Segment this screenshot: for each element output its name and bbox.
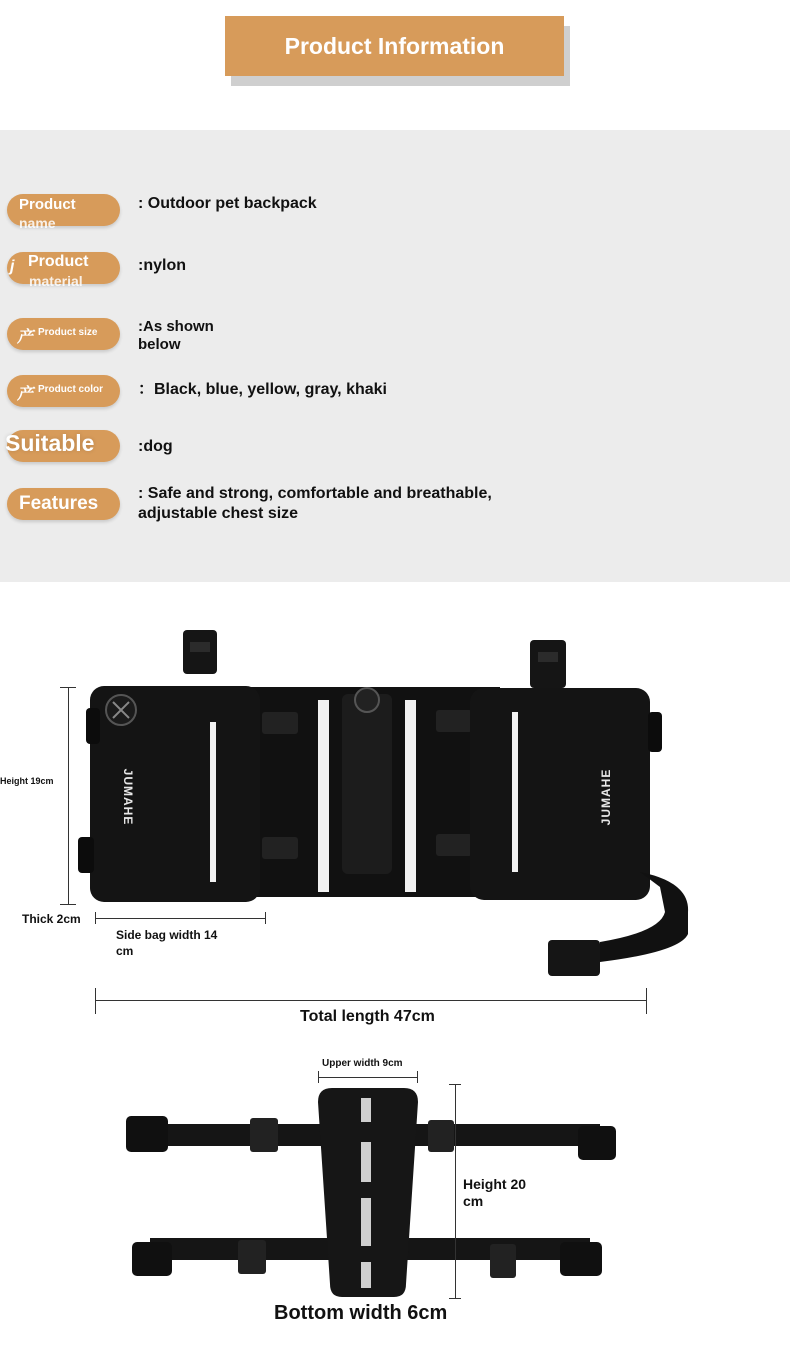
product-icon: 产 [17,329,34,346]
label-suitable [7,430,120,462]
label-line2: material [29,273,83,289]
value-line2: below [138,336,181,353]
brand-text-right: JUMAHE [599,768,613,826]
label-product-color [7,375,120,407]
right-side-pouch [470,688,650,900]
label-product-name [7,194,120,231]
product-info-panel [0,130,790,582]
reflective-strip [318,700,329,892]
value-product-color: ：Black, blue, yellow, gray, khaki [138,381,387,398]
value-features [138,484,492,524]
side-width-label [116,927,217,959]
height-label: Height 19cm [0,776,54,786]
product-images [0,582,790,1363]
label-line1: Features [19,493,99,514]
total-length-dimension-line [95,1000,647,1001]
thick-label: Thick 2cm [22,912,81,926]
d-ring-icon [355,688,379,712]
upper-width-label: Upper width 9cm [322,1058,403,1069]
label-line1: Product [28,253,89,270]
label-line1: Suitable [5,430,95,456]
height-dimension-line [68,687,69,904]
value-product-name: : Outdoor pet backpack [138,195,317,212]
buckle-icon [530,640,566,688]
buckle-icon [578,1126,616,1160]
label-features [7,488,120,520]
label-line1: Product color [38,384,104,395]
side-width-line1: Side bag width 14 [116,928,218,942]
upper-width-dimension-line [318,1077,418,1078]
label-line2: name [19,215,56,231]
value-product-material: :nylon [138,257,186,274]
reflective-zip [512,712,518,872]
buckle-icon [126,1116,168,1152]
total-length-label: Total length 47cm [300,1008,435,1025]
brand-text-left: JUMAHE [121,768,135,826]
reflective-zip [210,722,216,882]
label-line1: Product size [38,327,98,338]
harness-height-line2: cm [463,1193,484,1209]
buckle-icon [560,1242,602,1276]
label-product-size [7,318,120,350]
bottom-width-label: Bottom width 6cm [274,1302,448,1324]
dog-backpack-illustration [0,582,790,1032]
side-width-line2: cm [116,944,134,958]
value-line2: adjustable chest size [138,505,299,522]
value-line1: :As shown [138,318,214,335]
handle [342,694,392,874]
harness-height-label [463,1176,526,1210]
value-line1: : Safe and strong, comfortable and breathable, [138,485,492,502]
label-line1: Product [19,196,76,213]
value-suitable: :dog [138,438,173,455]
label-product-material [7,252,120,289]
page-title: Product Information [225,16,564,76]
value-product-size [138,318,214,354]
product-icon: 产 [17,386,34,403]
buckle-icon [548,940,600,976]
harness-height-line1: Height 20 [463,1176,527,1192]
height-dimension-line [455,1084,456,1298]
side-width-dimension-line [95,918,265,919]
reflective-strip [405,700,416,892]
tag-icon: j [10,258,15,275]
buckle-icon [132,1242,172,1276]
